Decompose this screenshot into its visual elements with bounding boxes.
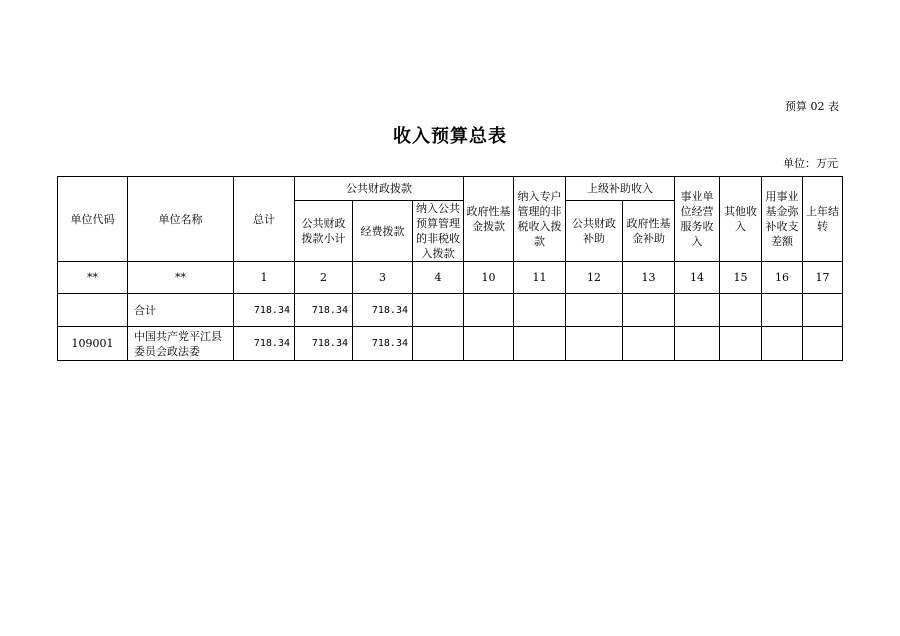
index-cell: 3 xyxy=(353,262,413,294)
header-row xyxy=(58,177,843,201)
col-gov-fund: 政府性基金拨款 xyxy=(464,177,514,262)
page-title: 收入预算总表 xyxy=(393,126,507,147)
unit-name-cell: 合计 xyxy=(128,294,234,327)
index-cell: 11 xyxy=(514,262,566,294)
index-cell: 12 xyxy=(566,262,623,294)
index-cell: 10 xyxy=(464,262,514,294)
index-cell: ** xyxy=(58,262,128,294)
col-other-income: 其他收入 xyxy=(720,177,762,262)
index-cell: 2 xyxy=(295,262,353,294)
carryover-cell xyxy=(803,327,843,361)
col-non-tax-special: 纳入专户管理的非税收入拨款 xyxy=(514,177,566,262)
col-carryover: 上年结转 xyxy=(803,177,843,262)
superior-gov-fund-cell xyxy=(623,294,675,327)
income-budget-table xyxy=(57,176,843,361)
total-cell: 718.34 xyxy=(234,327,295,361)
unit-code-cell xyxy=(58,294,128,327)
index-cell: 13 xyxy=(623,262,675,294)
non-tax-special-cell xyxy=(514,327,566,361)
index-cell: 15 xyxy=(720,262,762,294)
col-group-superior: 上级补助收入 xyxy=(566,177,675,201)
col-group-public-finance: 公共财政拨款 xyxy=(295,177,464,201)
superior-public-finance-cell xyxy=(566,327,623,361)
col-superior-gov-fund: 政府性基金补助 xyxy=(623,201,675,262)
col-business-income: 事业单位经营服务收入 xyxy=(675,177,720,262)
index-cell: 16 xyxy=(762,262,803,294)
index-cell: ** xyxy=(128,262,234,294)
non-tax-public-budget-cell xyxy=(413,327,464,361)
col-superior-public-finance: 公共财政补助 xyxy=(566,201,623,262)
gov-fund-cell xyxy=(464,294,514,327)
index-cell: 14 xyxy=(675,262,720,294)
col-operating-funds: 经费拨款 xyxy=(353,201,413,262)
col-fund-makeup: 用事业基金弥补收支差额 xyxy=(762,177,803,262)
business-income-cell xyxy=(675,327,720,361)
index-cell: 17 xyxy=(803,262,843,294)
table-row xyxy=(58,327,843,361)
fund-makeup-cell xyxy=(762,294,803,327)
index-cell: 1 xyxy=(234,262,295,294)
col-unit-code: 单位代码 xyxy=(58,177,128,262)
form-number: 预算 02 表 xyxy=(785,100,839,113)
gov-fund-cell xyxy=(464,327,514,361)
col-non-tax-public-budget: 纳入公共预算管理的非税收入拨款 xyxy=(413,201,464,262)
business-income-cell xyxy=(675,294,720,327)
index-cell: 4 xyxy=(413,262,464,294)
unit-label: 单位：万元 xyxy=(783,157,838,170)
table-row xyxy=(58,294,843,327)
unit-code-cell: 109001 xyxy=(58,327,128,361)
col-public-finance-subtotal: 公共财政拨款小计 xyxy=(295,201,353,262)
superior-public-finance-cell xyxy=(566,294,623,327)
non-tax-public-budget-cell xyxy=(413,294,464,327)
col-total: 总计 xyxy=(234,177,295,262)
index-row xyxy=(58,262,843,294)
non-tax-special-cell xyxy=(514,294,566,327)
public-finance-subtotal-cell: 718.34 xyxy=(295,327,353,361)
other-income-cell xyxy=(720,294,762,327)
total-cell: 718.34 xyxy=(234,294,295,327)
public-finance-subtotal-cell: 718.34 xyxy=(295,294,353,327)
superior-gov-fund-cell xyxy=(623,327,675,361)
carryover-cell xyxy=(803,294,843,327)
col-unit-name: 单位名称 xyxy=(128,177,234,262)
other-income-cell xyxy=(720,327,762,361)
fund-makeup-cell xyxy=(762,327,803,361)
unit-name-cell: 中国共产党平江县委员会政法委 xyxy=(128,327,234,361)
operating-funds-cell: 718.34 xyxy=(353,327,413,361)
operating-funds-cell: 718.34 xyxy=(353,294,413,327)
